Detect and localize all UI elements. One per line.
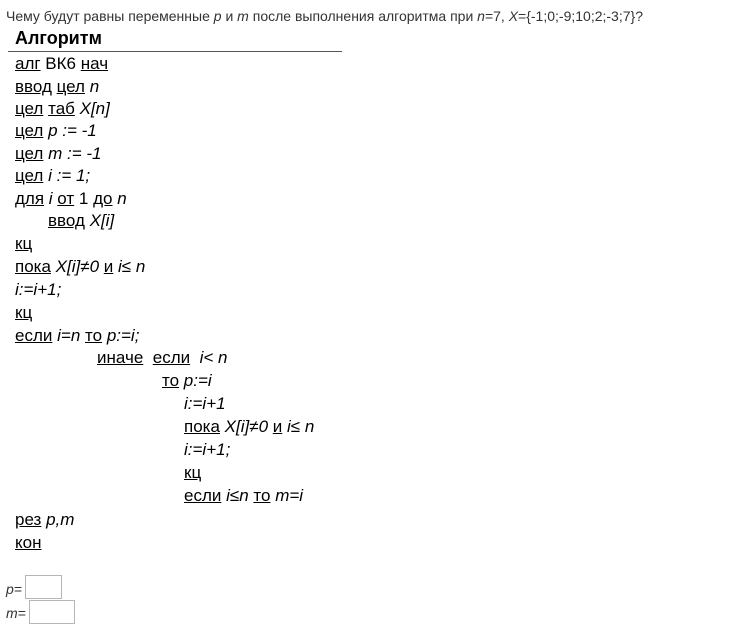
algorithm-title: Алгоритм	[15, 28, 102, 48]
code-line-16: i:=i+1	[184, 394, 226, 413]
question-prefix: Чему будут равны переменные	[6, 8, 214, 24]
title-divider	[8, 51, 342, 52]
code-line-19: кц	[184, 463, 202, 482]
p-answer-input[interactable]	[25, 575, 62, 599]
question-text	[6, 8, 643, 24]
code-line-22: кон	[15, 533, 42, 552]
code-line-15: то p:=i	[162, 371, 212, 390]
code-line-13: если i=n то p:=i;	[15, 326, 140, 345]
code-line-1: алг ВК6 нач	[15, 54, 109, 73]
code-line-10: пока X[i]≠0 и i≤ n	[15, 257, 146, 276]
question-var-x: X	[508, 8, 519, 24]
code-line-4: цел p := -1	[15, 121, 97, 140]
code-line-14: иначе если i< n	[97, 348, 228, 367]
p-answer-label: p=	[6, 581, 22, 597]
code-line-3: цел таб X[n]	[15, 99, 110, 118]
question-var-m: m	[237, 8, 249, 24]
m-answer-label: m=	[6, 605, 26, 621]
code-line-18: i:=i+1;	[184, 440, 231, 459]
code-line-17: пока X[i]≠0 и i≤ n	[184, 417, 315, 436]
code-line-8: ввод X[i]	[48, 211, 115, 230]
question-n-value: =7,	[484, 8, 509, 24]
code-line-9: кц	[15, 234, 33, 253]
code-line-11: i:=i+1;	[15, 280, 62, 299]
code-line-7: для i от 1 до n	[15, 189, 127, 208]
code-line-12: кц	[15, 303, 33, 322]
code-line-6: цел i := 1;	[15, 166, 91, 185]
question-and: и	[221, 8, 238, 24]
code-line-20: если i≤n то m=i	[184, 486, 304, 505]
code-line-21: рез p,m	[15, 510, 75, 529]
question-mid: после выполнения алгоритма при	[248, 8, 478, 24]
question-x-value: ={-1;0;-9;10;2;-3;7}?	[518, 8, 643, 24]
code-line-5: цел m := -1	[15, 144, 102, 163]
code-line-2: ввод цел n	[15, 77, 100, 96]
m-answer-input[interactable]	[29, 600, 75, 624]
question-var-n: n	[477, 8, 485, 24]
question-var-p: p	[213, 8, 222, 24]
